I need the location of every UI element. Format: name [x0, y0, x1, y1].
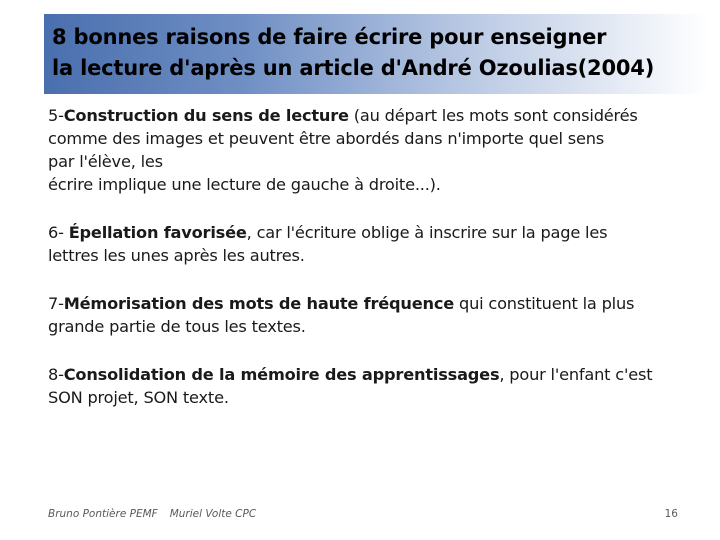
reason-8-keyword: Consolidation de la mémoire des apprentissages: [63, 365, 500, 384]
reason-8-number: 8-: [48, 365, 64, 384]
reason-5-number: 5-: [48, 106, 64, 125]
reason-5-keyword: Construction du sens de lecture: [63, 106, 349, 125]
reason-8-text: , pour l'enfant c'est: [499, 365, 653, 384]
footer-authors: [48, 508, 256, 520]
slide-title: [52, 22, 702, 84]
reason-6-line-1: [48, 221, 698, 244]
reason-7-text: qui constituent la plus: [454, 294, 635, 313]
reason-5-text: (au départ les mots sont considérés: [348, 106, 638, 125]
reason-6-number: 6-: [48, 223, 69, 242]
reason-7-keyword: Mémorisation des mots de haute fréquence: [63, 294, 455, 313]
title-line-1: 8 bonnes raisons de faire écrire pour enseigner: [52, 25, 607, 49]
slide-body: [48, 104, 698, 434]
reason-7: [48, 292, 698, 338]
reason-6: [48, 221, 698, 267]
reason-8-line-1: [48, 363, 698, 386]
footer-author-2: Muriel Volte CPC: [169, 508, 257, 520]
reason-6-keyword: Épellation favorisée: [68, 223, 247, 242]
footer-author-1: Bruno Pontière PEMF: [48, 508, 158, 520]
reason-5-line-3: par l'élève, les: [48, 152, 163, 171]
reason-5-line-4: écrire implique une lecture de gauche à droite...).: [48, 175, 441, 194]
reason-7-line-2: grande partie de tous les textes.: [48, 317, 306, 336]
reason-7-line-1: [48, 292, 698, 315]
reason-8-line-2: SON projet, SON texte.: [48, 388, 229, 407]
reason-5: [48, 104, 698, 196]
reason-5-line-1: [48, 104, 698, 127]
reason-7-number: 7-: [48, 294, 64, 313]
title-line-2: la lecture d'après un article d'André Ozoulias(2004): [52, 56, 655, 80]
reason-6-text: , car l'écriture oblige à inscrire sur la page les: [246, 223, 608, 242]
reason-6-line-2: lettres les unes après les autres.: [48, 246, 305, 265]
reason-8: [48, 363, 698, 409]
page-number: 16: [664, 508, 678, 520]
reason-5-line-2: comme des images et peuvent être abordés dans n'importe quel sens: [48, 129, 605, 148]
